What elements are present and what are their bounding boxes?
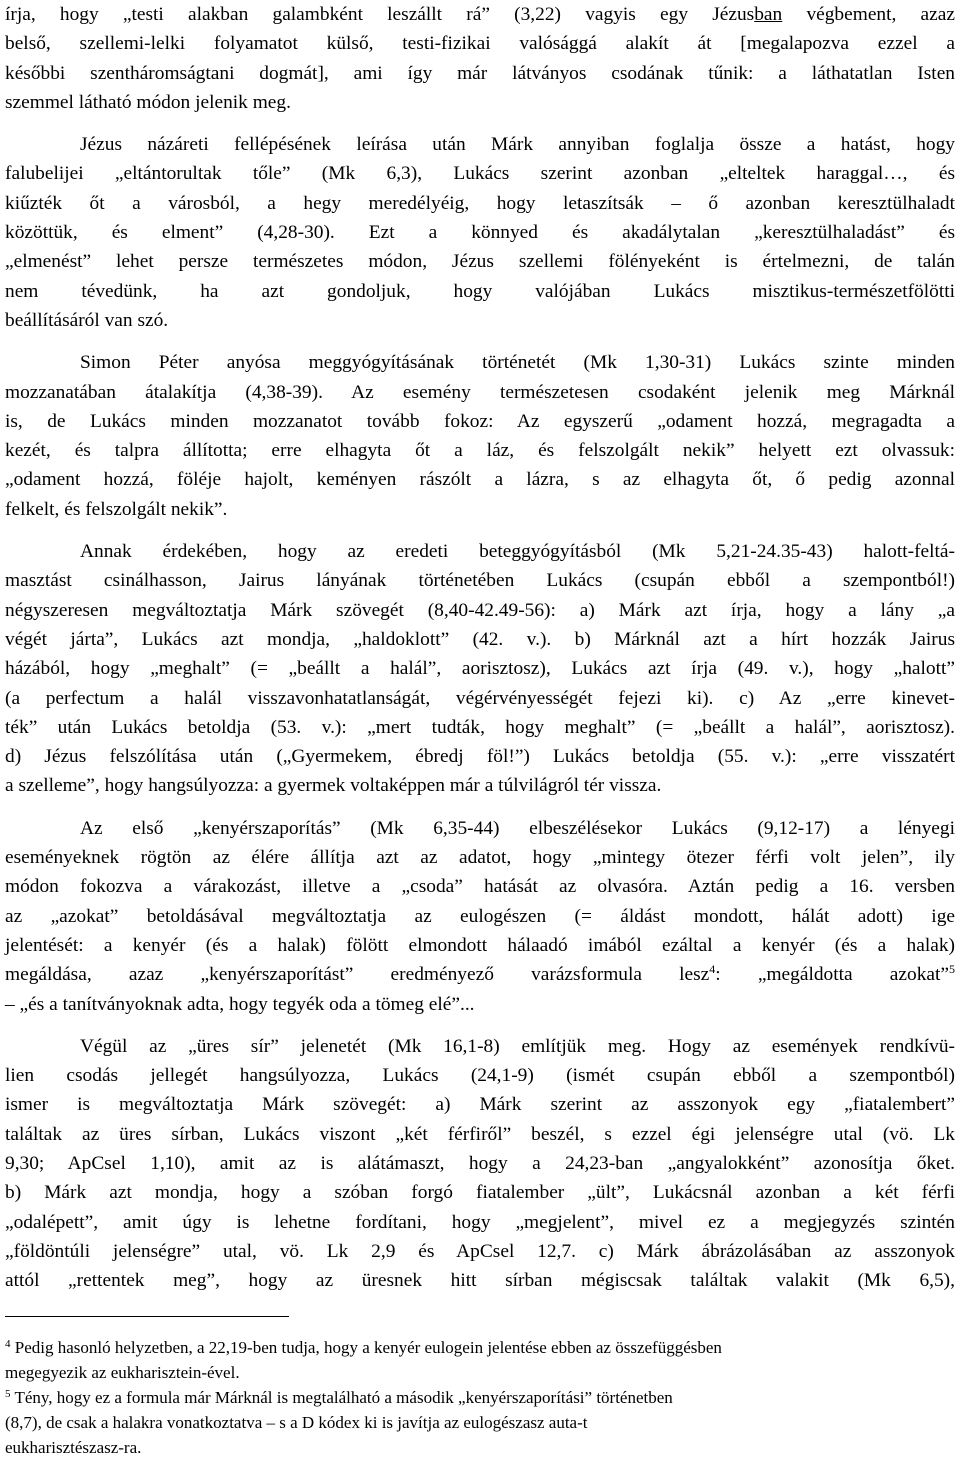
text-line: „odament hozzá, föléje hajolt, keményen rászólt a lázra, s az elhagyta őt, ő pedig azonnal bbox=[5, 469, 955, 491]
text-line: a szelleme”, hogy hangsúlyozza: a gyermek voltaképpen már a túlvilágról tér vissza. bbox=[5, 775, 662, 797]
text-line: közöttük, és elment” (4,28-30). Ezt a könnyed és akadálytalan „keresztülhaladást” és bbox=[5, 222, 955, 244]
footnote-ref-4[interactable]: 4 bbox=[709, 962, 716, 977]
footnote-text: Tény, hogy ez a formula már Márknál is megtalálható a második „kenyérszaporítási” történetben bbox=[14, 1388, 673, 1407]
footnote-separator bbox=[5, 1316, 289, 1317]
text-line-with-footnote-refs bbox=[5, 960, 955, 989]
text-line: attól „rettentek meg”, hogy az üresnek hitt sírban mégiscsak találtak valakit (Mk 6,5), bbox=[5, 1270, 955, 1292]
footnote-text: Pedig hasonló helyzetben, a 22,19-ben tudja, hogy a kenyér eulogein jelentése ebben az összefüggésben bbox=[14, 1338, 722, 1357]
text-line: lien csodás jellegét hangsúlyozza, Lukács (24,1-9) (ismét csupán ebből a szempontból) bbox=[5, 1065, 955, 1087]
text-line: masztást csinálhasson, Jairus lányának történetében Lukács (csupán ebből a szempontból!) bbox=[5, 570, 955, 592]
footnote-line bbox=[5, 1335, 955, 1360]
text-line: felkelt, és felszolgált nekik”. bbox=[5, 498, 228, 520]
text-line: d) Jézus felszólítása után („Gyermekem, ébredj föl!”) Lukács betoldja (55. v.): „erre visszatért bbox=[5, 746, 955, 768]
footnote-line: megegyezik az eukharisztein-ével. bbox=[5, 1363, 240, 1382]
footnote-number: 5 bbox=[5, 1388, 11, 1400]
text-line: „földöntúli jelenségre” utal, vö. Lk 2,9 és ApCsel 12,7. c) Márk ábrázolásában az asszonyok bbox=[5, 1240, 955, 1262]
text-line: kiűzték őt a városból, a hegy meredélyéig, hogy letaszítsák – ő azonban keresztülhaladt bbox=[5, 192, 955, 214]
paragraph-2 bbox=[5, 130, 955, 335]
text-line: Simon Péter anyósa meggyógyításának történetét (Mk 1,30-31) Lukács szinte minden bbox=[80, 352, 955, 374]
text-line: 9,30; ApCsel 1,10), amit az is alátámaszt, hogy a 24,23-ban „angyalokként” azonosítja őket. bbox=[5, 1152, 955, 1174]
text-line: „elmenést” lehet persze természetes módon, Jézus szellemi fölényeként is értelmezni, de talán bbox=[5, 251, 955, 273]
document-page bbox=[5, 0, 955, 1295]
text-segment: : „megáldotta azokat” bbox=[715, 964, 950, 986]
text-segment: megáldása, azaz „kenyérszaporítást” eredményező varázsformula lesz bbox=[5, 964, 710, 986]
text-line: az „azokat” betoldásával megváltoztatja az eulogészen (= áldást mondott, hálát adott) ige bbox=[5, 905, 955, 927]
paragraph-3 bbox=[5, 348, 955, 524]
footnote-ref-5[interactable]: 5 bbox=[949, 962, 956, 977]
text-line: találtak az üres sírban, Lukács viszont „két férfiről” beszél, s ezzel égi jelenségre utal (vö. Lk bbox=[5, 1123, 955, 1145]
text-line: Végül az „üres sír” jelenetét (Mk 16,1-8) említjük meg. Hogy az események rendkívü- bbox=[80, 1035, 955, 1057]
text-line: mozzanatában átalakítja (4,38-39). Az esemény természetesen csodaként jelenik meg Márknál bbox=[5, 381, 955, 403]
paragraph-5 bbox=[5, 814, 955, 1019]
paragraph-4 bbox=[5, 537, 955, 801]
text-line: ték” után Lukács betoldja (53. v.): „mert tudták, hogy meghalt” (= „beállt a halál”, aorisztosz). bbox=[5, 716, 955, 738]
underlined-text: ban bbox=[754, 4, 783, 25]
text-line: későbbi szentháromságtani dogmát], ami így már látványos csodának tűnik: a láthatatlan Isten bbox=[5, 62, 955, 84]
footnote-4 bbox=[5, 1335, 955, 1385]
footnotes bbox=[5, 1335, 955, 1460]
text-line: ismer is megváltoztatja Márk szövegét: a) Márk szerint az asszonyok egy „fiatalembert” bbox=[5, 1094, 955, 1116]
footnote-5 bbox=[5, 1385, 955, 1460]
text-line: „odalépett”, amit úgy is lehetne fordítani, hogy „megjelent”, mivel ez a megjegyzés szintén bbox=[5, 1211, 955, 1233]
text-line: írja, hogy „testi alakban galambként leszállt rá” (3,22) vagyis egy Jézusban végbement, azaz bbox=[5, 4, 955, 25]
paragraph-1 bbox=[5, 0, 955, 117]
footnote-line bbox=[5, 1385, 955, 1410]
footnote-number: 4 bbox=[5, 1338, 11, 1350]
text-line: belső, szellemi-lelki folyamatot külső, testi-fizikai valósággá alakít át [megalapozva ezzel a bbox=[5, 33, 955, 55]
text-line: végét járta”, Lukács azt mondja, „haldoklott” (42. v.). b) Márknál azt a hírt hozzák Jairus bbox=[5, 628, 955, 650]
text-line: házából, hogy „meghalt” (= „beállt a halál”, aorisztosz), Lukács azt írja (49. v.), hogy „halott” bbox=[5, 658, 955, 680]
text-line: falubelijei „eltántorultak tőle” (Mk 6,3), Lukács szerint azonban „elteltek haraggal…, és bbox=[5, 163, 955, 185]
text-line: jelentését: a kenyér (és a halak) fölött elmondott hálaadó imából ezáltal a kenyér (és a halak) bbox=[5, 934, 955, 956]
text-line: b) Márk azt mondja, hogy a szóban forgó fiatalember „ült”, Lukácsnál azonban a két férfi bbox=[5, 1182, 955, 1204]
text-line: nem tévedünk, ha azt gondoljuk, hogy valójában Lukács misztikus-természetfölötti bbox=[5, 280, 955, 302]
text-line: Az első „kenyérszaporítás” (Mk 6,35-44) elbeszélésekor Lukács (9,12-17) a lényegi bbox=[80, 817, 955, 839]
text-line: eseményeknek rögtön az élére állítja azt az adatot, hogy „mintegy ötezer férfi volt jelen”, ily bbox=[5, 847, 955, 869]
text-line: Annak érdekében, hogy az eredeti beteggyógyításból (Mk 5,21-24.35-43) halott-feltá- bbox=[80, 541, 955, 563]
text-line: négyszeresen megváltoztatja Márk szövegét (8,40-42.49-56): a) Márk azt írja, hogy a lány „a bbox=[5, 599, 955, 621]
text-line: kezét, és talpra állította; erre elhagyta őt a láz, és felszolgált nekik” helyett ezt olvassuk: bbox=[5, 440, 955, 462]
text-line: Jézus názáreti fellépésének leírása után Márk annyiban foglalja össze a hatást, hogy bbox=[80, 134, 955, 156]
text-line: (a perfectum a halál visszavonhatatlanságát, végérvényességét fejezi ki). c) Az „erre kinevet- bbox=[5, 687, 955, 709]
text-line: módon fokozva a várakozást, illetve a „csoda” hatását az olvasóra. Aztán pedig a 16. versben bbox=[5, 876, 955, 898]
text-line: beállításáról van szó. bbox=[5, 309, 169, 331]
text-line: is, de Lukács minden mozzanatot tovább fokoz: Az egyszerű „odament hozzá, megragadta a bbox=[5, 410, 955, 432]
footnote-line: (8,7), de csak a halakra vonatkoztatva – s a D kódex ki is javítja az eulogészasz auta-t bbox=[5, 1413, 588, 1432]
footnote-line: eukharisztészasz-ra. bbox=[5, 1438, 142, 1457]
text-line: – „és a tanítványoknak adta, hogy tegyék oda a tömeg elé”... bbox=[5, 993, 475, 1015]
paragraph-6 bbox=[5, 1032, 955, 1296]
text-line: szemmel látható módon jelenik meg. bbox=[5, 91, 291, 113]
